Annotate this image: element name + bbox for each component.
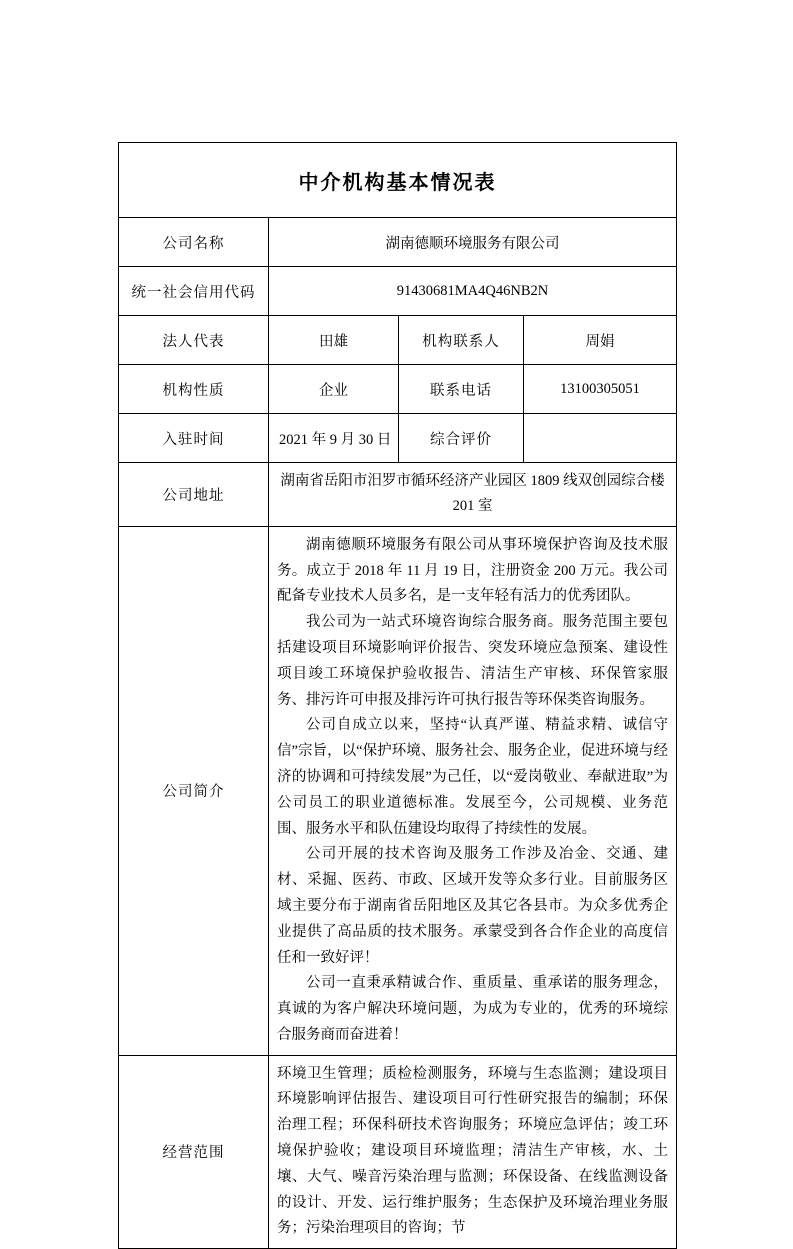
rating-value <box>524 414 677 463</box>
profile-value <box>269 526 677 1055</box>
table-row-company-name <box>119 218 677 267</box>
legal-rep-label: 法人代表 <box>119 316 269 365</box>
address-label: 公司地址 <box>119 463 269 527</box>
business-scope-label: 经营范围 <box>119 1055 269 1249</box>
profile-paragraph-3: 公司自成立以来，坚持“认真严谨、精益求精、诚信守信”宗旨，以“保护环境、服务社会、服务企业，促进环境与经济的协调和可持续发展”为己任，以“爱岗敬业、奉献进取”为公司员工的职业道德标准。发展至今，公司规模、业务范围、服务水平和队伍建设均取得了持续性的发展。 <box>277 717 668 837</box>
contact-person-label: 机构联系人 <box>399 316 524 365</box>
company-name-value: 湖南德顺环境服务有限公司 <box>269 218 677 267</box>
credit-code-label: 统一社会信用代码 <box>119 267 269 316</box>
contact-person-value: 周娟 <box>524 316 677 365</box>
address-value: 湖南省岳阳市汨罗市循环经济产业园区 1809 线双创园综合楼 201 室 <box>269 463 677 527</box>
table-row-address <box>119 463 677 527</box>
profile-paragraph-5: 公司一直秉承精诚合作、重质量、重承诺的服务理念，真诚的为客户解决环境问题，为成为专业的，优秀的环境综合服务商而奋进着！ <box>277 975 668 1043</box>
business-scope-value <box>269 1055 677 1249</box>
business-scope-text: 环境卫生管理；质检检测服务，环境与生态监测；建设项目环境影响评估报告、建设项目可行性研究报告的编制；环保治理工程；环保科研技术咨询服务；环境应急评估；竣工环境保护验收；建设项目环境监理；清洁生产审核，水、土壤、大气、噪音污染治理与监测；环保设备、在线监测设备的设计、开发、运行维护服务；生态保护及环境治理业务服务；污染治理项目的咨询；节 <box>277 1065 668 1237</box>
entry-time-label: 入驻时间 <box>119 414 269 463</box>
profile-paragraph-1: 湖南德顺环境服务有限公司从事环境保护咨询及技术服务。成立于 2018 年 11 月 19 日，注册资金 200 万元。我公司配备专业技术人员多名，是一支年轻有活力的优秀团队。 <box>277 536 668 605</box>
table-row-entry-time <box>119 414 677 463</box>
page-title: 中介机构基本情况表 <box>119 143 677 218</box>
table-row-legal-rep <box>119 316 677 365</box>
table-row-business-scope <box>119 1055 677 1249</box>
phone-value: 13100305051 <box>524 365 677 414</box>
rating-label: 综合评价 <box>399 414 524 463</box>
agency-info-table <box>118 142 677 1249</box>
org-type-value: 企业 <box>269 365 399 414</box>
table-row-org-type <box>119 365 677 414</box>
table-row-title <box>119 143 677 218</box>
phone-label: 联系电话 <box>399 365 524 414</box>
profile-paragraph-4: 公司开展的技术咨询及服务工作涉及冶金、交通、建材、采掘、医药、市政、区域开发等众多行业。目前服务区域主要分布于湖南省岳阳地区及其它各县市。为众多优秀企业提供了高品质的技术服务。承蒙受到各合作企业的高度信任和一致好评！ <box>277 846 668 966</box>
table-row-credit-code <box>119 267 677 316</box>
table-row-profile <box>119 526 677 1055</box>
profile-paragraph-2: 我公司为一站式环境咨询综合服务商。服务范围主要包括建设项目环境影响评价报告、突发环境应急预案、建设性项目竣工环境保护验收报告、清洁生产审核、环保管家服务、排污许可申报及排污许可执行报告等环保类咨询服务。 <box>277 614 668 708</box>
credit-code-value: 91430681MA4Q46NB2N <box>269 267 677 316</box>
entry-time-value: 2021 年 9 月 30 日 <box>269 414 399 463</box>
legal-rep-value: 田雄 <box>269 316 399 365</box>
company-name-label: 公司名称 <box>119 218 269 267</box>
org-type-label: 机构性质 <box>119 365 269 414</box>
profile-label: 公司简介 <box>119 526 269 1055</box>
